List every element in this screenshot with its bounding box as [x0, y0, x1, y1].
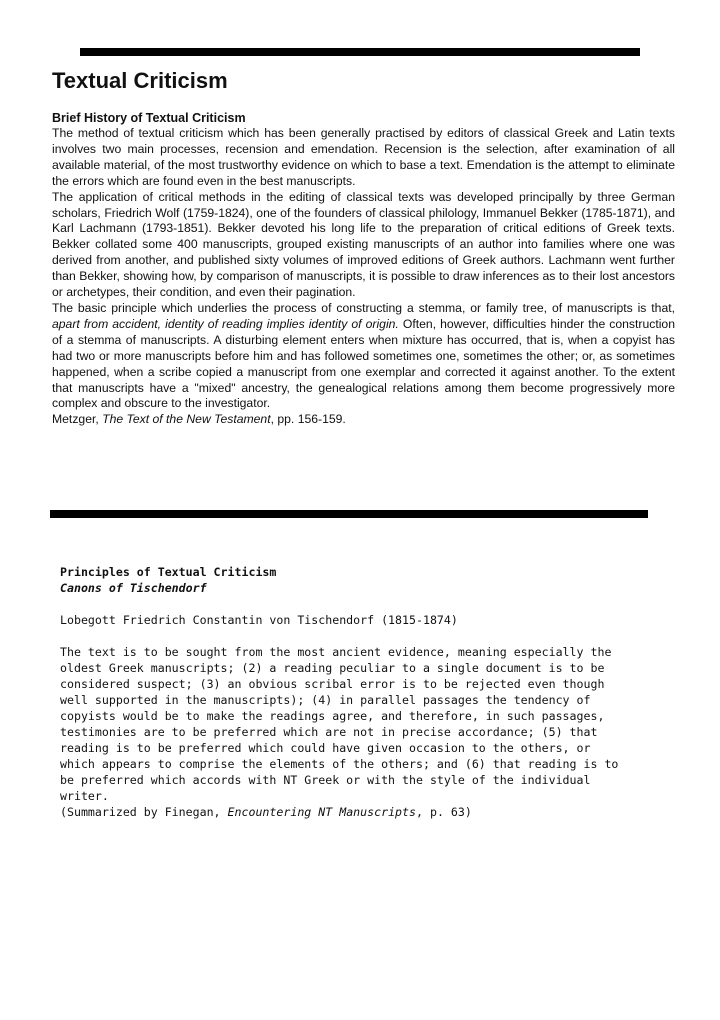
- paragraph-stemma: [52, 301, 675, 412]
- stemma-principle-italic: apart from accident, identity of reading implies identity of origin.: [52, 316, 399, 331]
- citation-book-title: The Text of the New Testament: [102, 412, 271, 427]
- citation-finegan-start: (Summarized by Finegan,: [60, 805, 228, 819]
- canons-text: The text is to be sought from the most ancient evidence, meaning especially the oldest Greek manuscripts; (2) a reading peculiar to a single document is to be considered suspect; (3) an obvious scribal error is to be rejected even though well supported in the manuscripts); (4) in parallel passages the tendency of copyists would be to make the readings agree, and therefore, in such passages, testimonies are to be preferred which are not in precise accordance; (5) that reading is to be preferred which could have given occasion to the others, or which appears to comprise the elements of the others; and (6) that reading is to be preferred which accords with NT Greek or with the style of the individual writer.: [60, 645, 619, 803]
- textual-criticism-section: [52, 66, 675, 428]
- canons-body: [60, 644, 620, 820]
- principles-section: [60, 564, 620, 820]
- citation-author: Metzger,: [52, 412, 103, 427]
- citation-finegan-title: Encountering NT Manuscripts: [227, 805, 416, 819]
- page-title: Textual Criticism: [52, 68, 228, 93]
- stemma-text-start: The basic principle which underlies the process of constructing a stemma, or family tree, of manuscripts is that,: [52, 300, 675, 315]
- citation-finegan-end: , p. 63): [416, 805, 472, 819]
- citation-metzger: [52, 412, 675, 428]
- citation-pages: , pp. 156-159.: [270, 412, 346, 427]
- principles-title: Principles of Textual Criticism: [60, 565, 277, 579]
- tischendorf-name: Lobegott Friedrich Constantin von Tischendorf (1815-1874): [60, 613, 458, 627]
- middle-divider-bar: [50, 510, 648, 518]
- canons-subtitle: Canons of Tischendorf: [60, 581, 207, 595]
- top-divider-bar: [80, 48, 640, 56]
- section-subtitle: Brief History of Textual Criticism: [52, 111, 246, 125]
- paragraph-recension: The method of textual criticism which has been generally practised by editors of classical Greek and Latin texts involves two main processes, recension and emendation. Recension is the selection, after examination of all available material, of the most trustworthy evidence on which to base a text. Emendation is the attempt to eliminate the errors which are found even in the best manuscripts.: [52, 126, 675, 188]
- stemma-text-end: Often, however, difficulties hinder the construction of a stemma of manuscripts. A disturbing element enters when mixture has occurred, that is, when a copyist has had two or more manuscripts before him and has followed sometimes one, sometimes the other; or, as sometimes happened, when a scribe copied a manuscript from one exemplar and corrected it against another. To the extent that manuscripts have a "mixed" ancestry, the genealogical relations among them become progressively more complex and obscure to the investigator.: [52, 316, 675, 411]
- paragraph-history: The application of critical methods in the editing of classical texts was developed principally by three German scholars, Friedrich Wolf (1759-1824), one of the founders of classical philology, Immanuel Bekker (1785-1871), and Karl Lachmann (1793-1851). Bekker devoted his long life to the preparation of critical editions of Greek texts. Bekker collated some 400 manuscripts, grouped existing manuscripts of an author into families where one was derived from another, and published sixty volumes of improved editions of Greek authors. Lachmann went further than Bekker, showing how, by comparison of manuscripts, it is possible to draw inferences as to their lost ancestors or archetypes, their condition, and even their pagination.: [52, 189, 675, 300]
